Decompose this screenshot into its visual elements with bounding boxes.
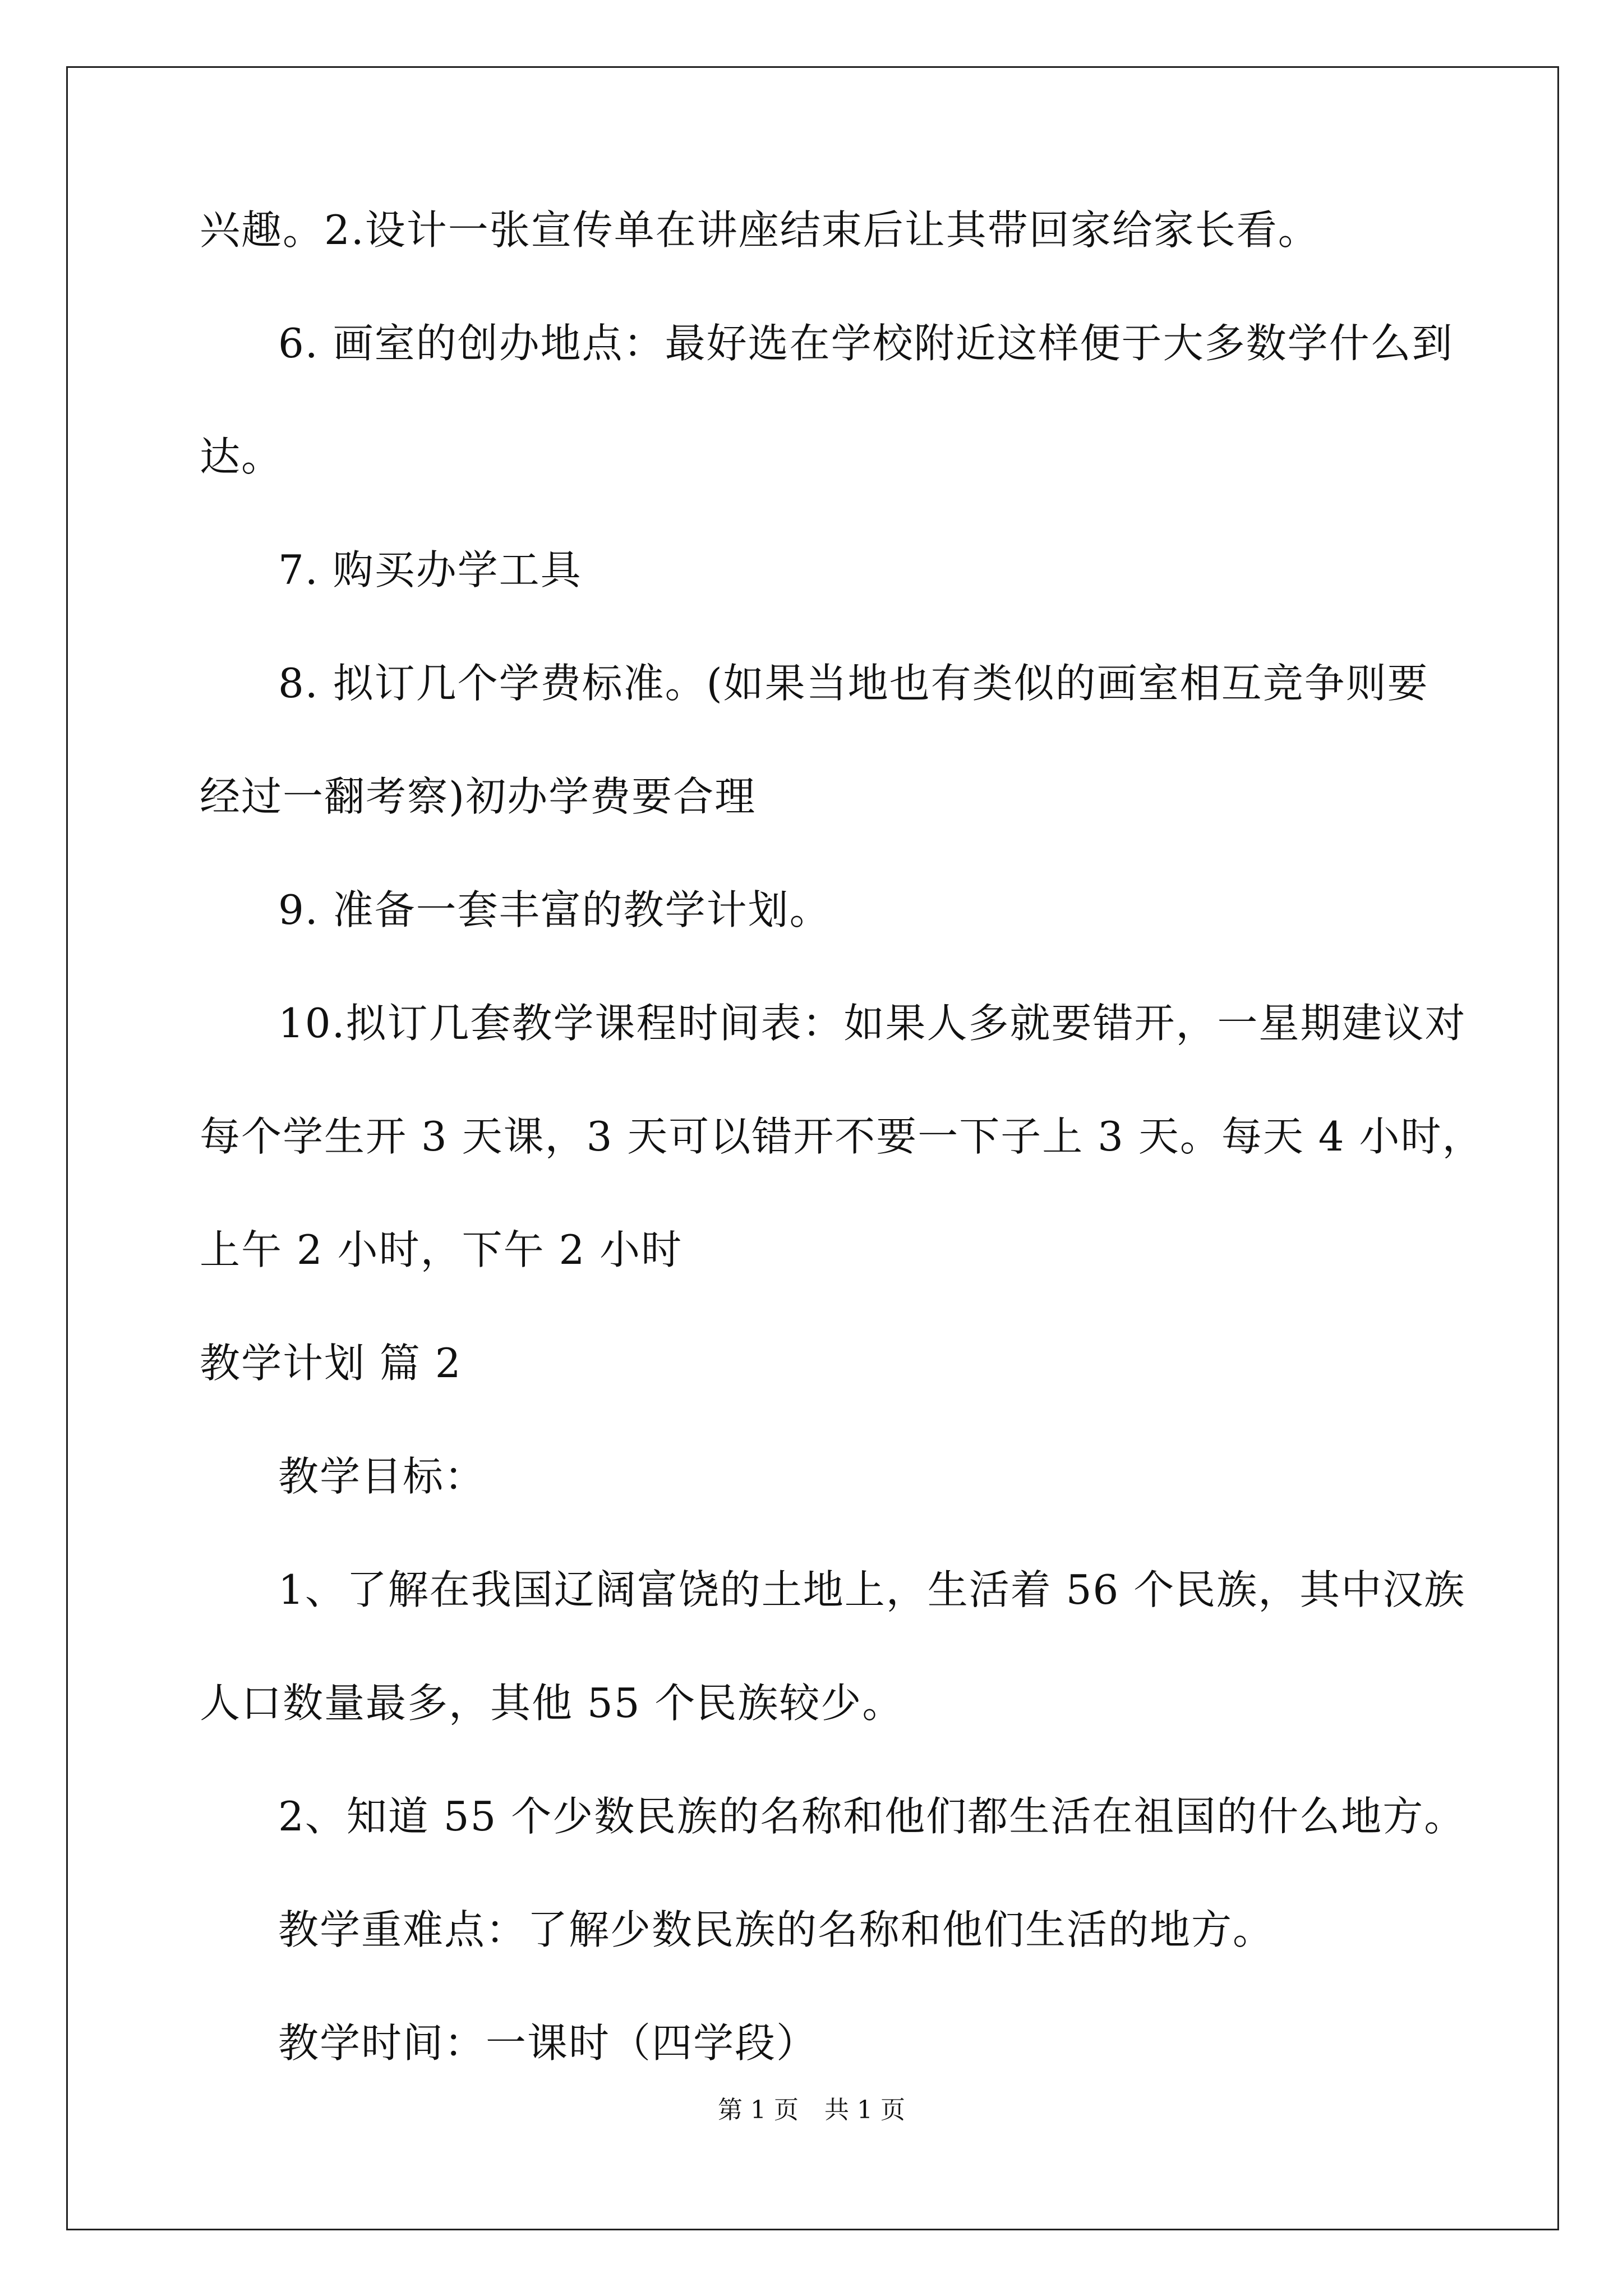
paragraph-line: 人口数量最多，其他 55 个民族较少。 xyxy=(200,1680,904,1727)
paragraph-line: 教学时间：一课时（四学段） xyxy=(278,2019,818,2067)
paragraph-line: 上午 2 小时，下午 2 小时 xyxy=(200,1226,683,1273)
paragraph-line: 10.拟订几套教学课程时间表：如果人多就要错开，一星期建议对 xyxy=(278,1000,1467,1047)
paragraph-line: 9. 准备一套丰富的教学计划。 xyxy=(278,886,831,933)
paragraph-line: 经过一翻考察)初办学费要合理 xyxy=(200,773,757,820)
paragraph-line: 1、了解在我国辽阔富饶的土地上，生活着 56 个民族，其中汉族 xyxy=(278,1566,1466,1613)
page-footer xyxy=(0,2093,1623,2127)
paragraph-line: 7. 购买办学工具 xyxy=(278,546,582,593)
document-body xyxy=(200,202,1484,2071)
paragraph-line: 每个学生开 3 天课，3 天可以错开不要一下子上 3 天。每天 4 小时， xyxy=(200,1113,1484,1160)
page-number: 第 1 页 xyxy=(718,2096,799,2124)
paragraph-line: 教学重难点：了解少数民族的名称和他们生活的地方。 xyxy=(278,1906,1275,1953)
paragraph-line: 8. 拟订几个学费标准。(如果当地也有类似的画室相互竞争则要 xyxy=(278,660,1429,707)
page-total: 共 1 页 xyxy=(824,2096,905,2124)
section-heading: 教学计划 篇 2 xyxy=(200,1340,462,1387)
paragraph-line: 教学目标： xyxy=(278,1453,486,1500)
paragraph-line: 兴趣。2.设计一张宣传单在讲座结束后让其带回家给家长看。 xyxy=(200,206,1320,254)
paragraph-line: 达。 xyxy=(200,433,283,480)
paragraph-line: 2、知道 55 个少数民族的名称和他们都生活在祖国的什么地方。 xyxy=(278,1793,1466,1840)
paragraph-line: 6. 画室的创办地点：最好选在学校附近这样便于大多数学什么到 xyxy=(278,320,1454,367)
